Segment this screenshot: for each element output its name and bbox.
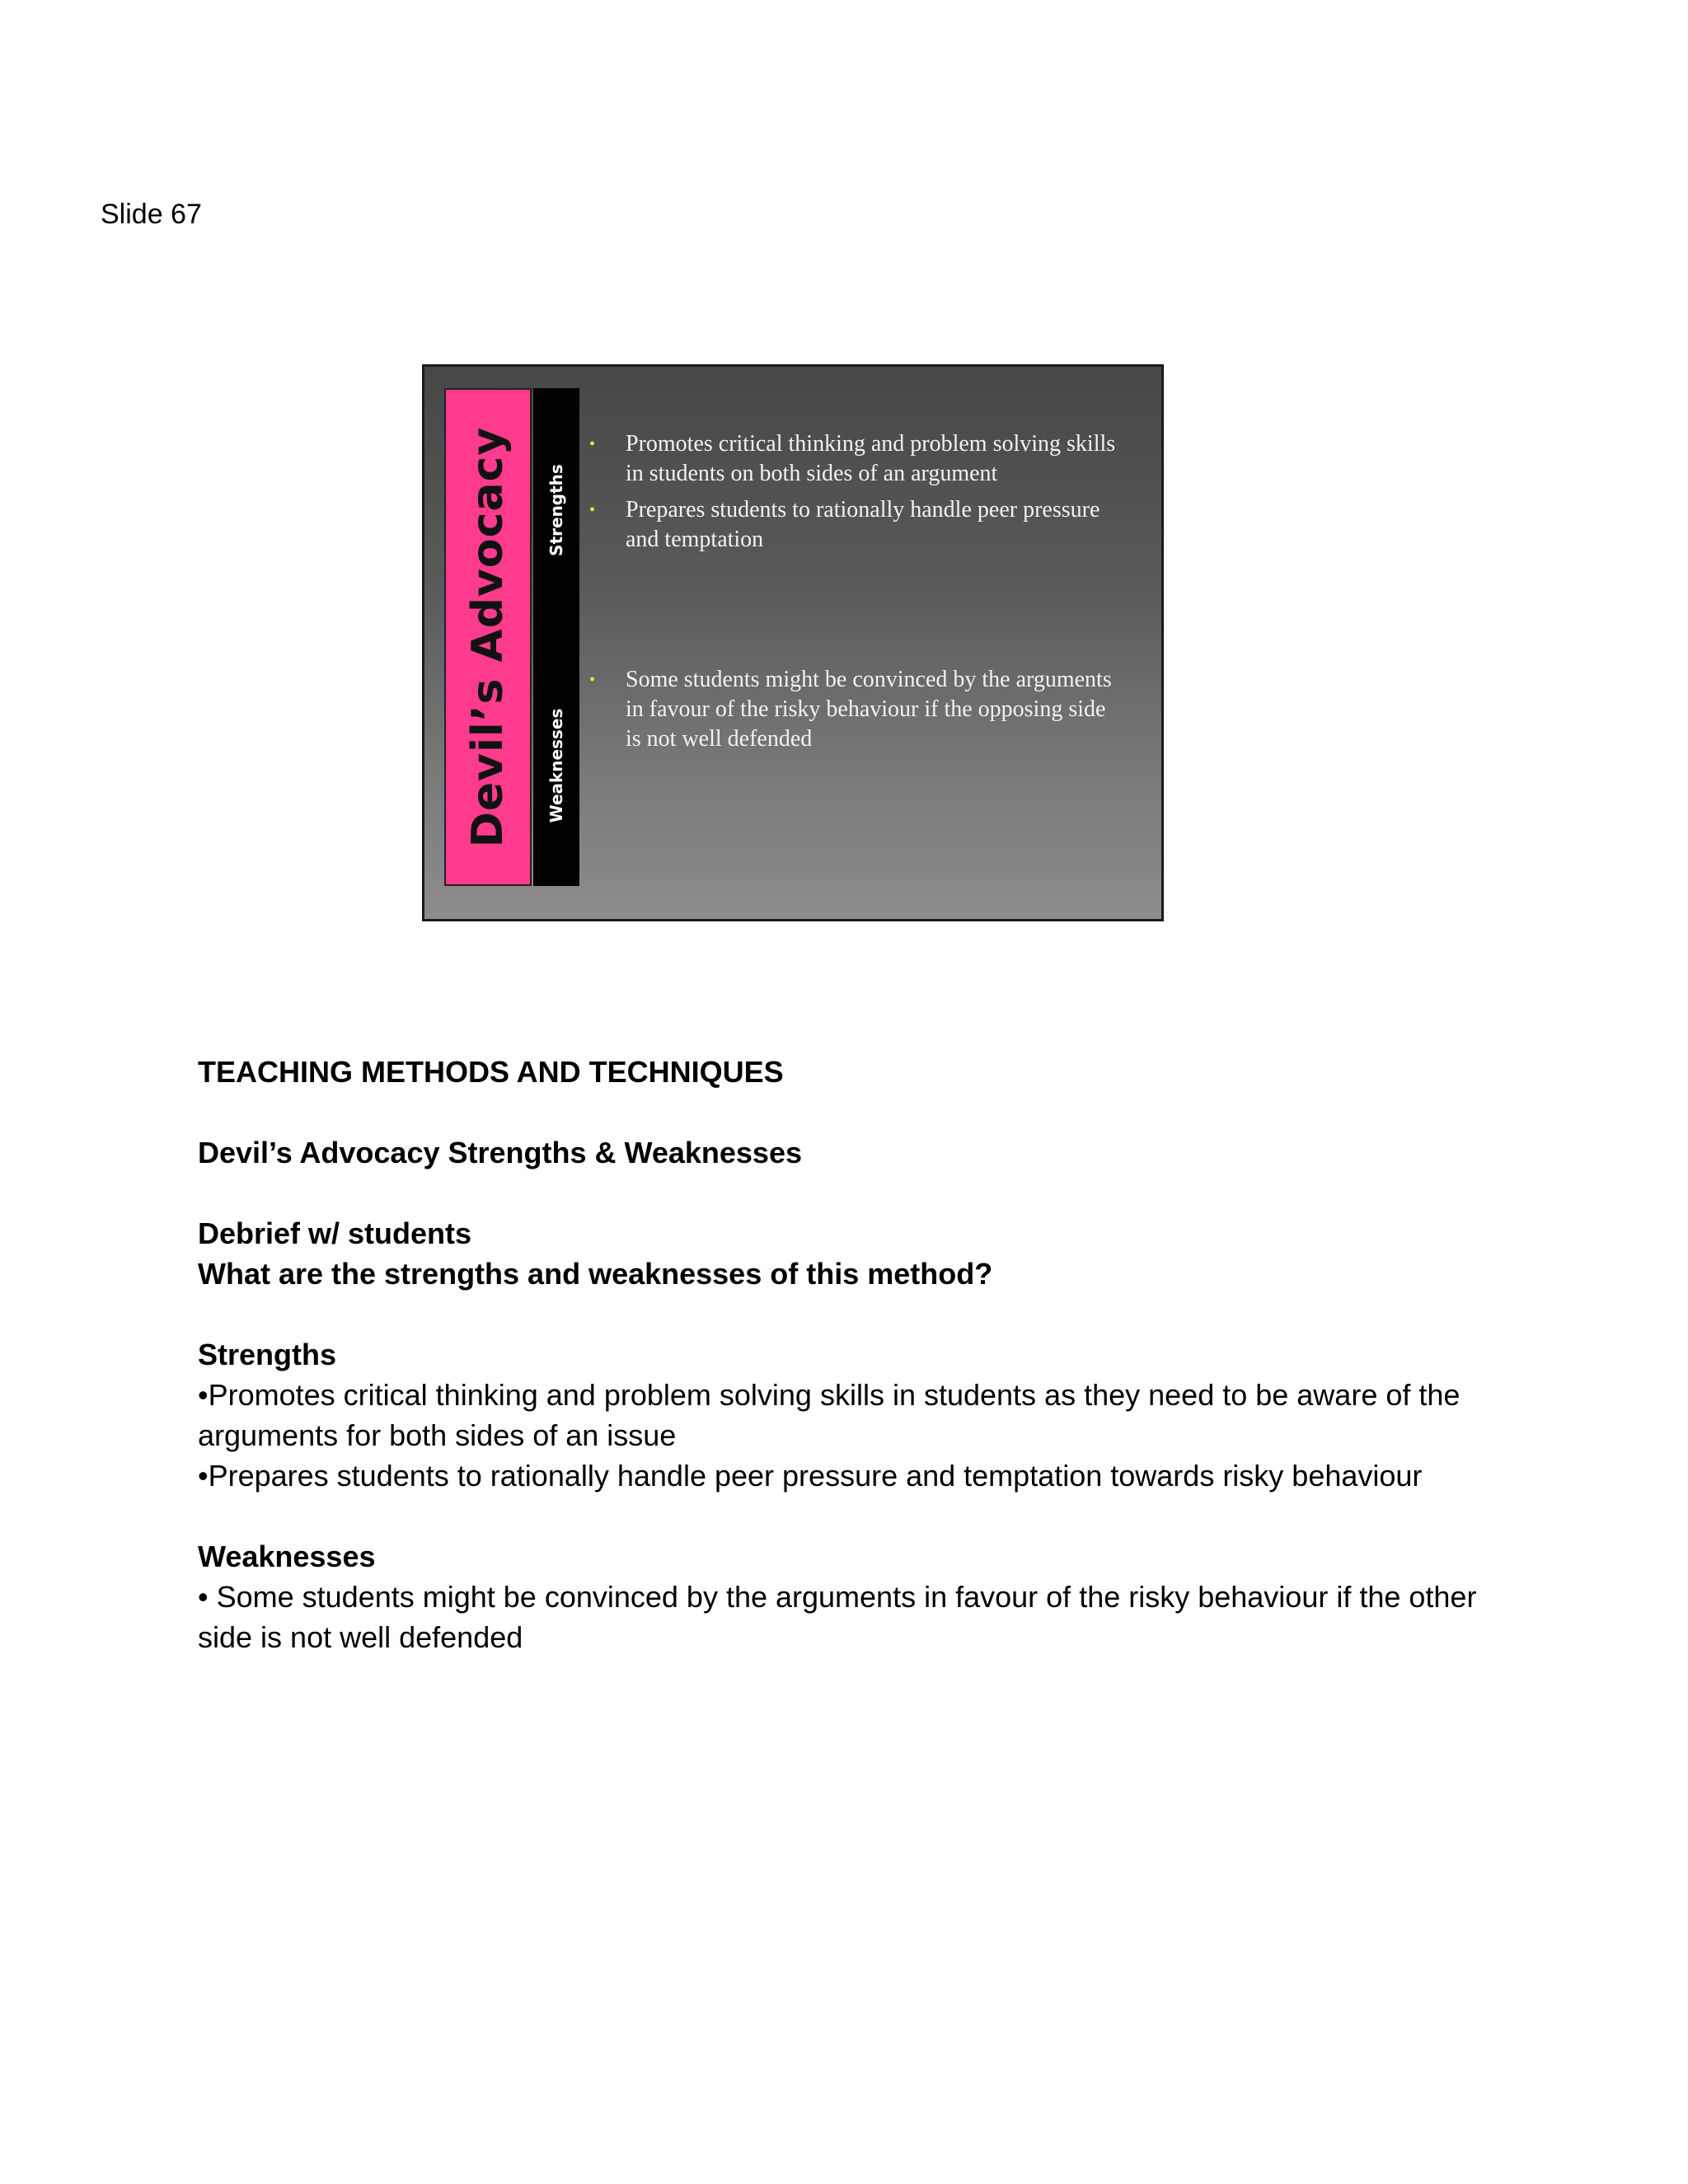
notes-debrief: Debrief w/ students [198,1216,472,1250]
slide-number-label: Slide 67 [101,199,202,230]
slide-strength-text: Prepares students to rationally handle peer pressure and temptation [626,497,1100,552]
notes-strength-item: •Promotes critical thinking and problem solving skills in students as they need to be aware of the arguments for both sides of an issue [198,1378,1461,1452]
bullet-icon: • [589,501,596,519]
bullet-icon: • [589,671,596,689]
notes-heading: TEACHING METHODS AND TECHNIQUES [198,1055,784,1089]
slide-strengths-list [589,429,1117,561]
notes-question: What are the strengths and weaknesses of this method? [198,1257,993,1291]
slide-title-bar [444,388,532,886]
notes-subheading: Devil’s Advocacy Strengths & Weaknesses [198,1136,802,1169]
notes-weaknesses-heading: Weaknesses [198,1540,376,1573]
slide-weakness-text: Some students might be convinced by the arguments in favour of the risky behaviour if the opposing side is not well defended [626,667,1112,752]
slide-section-bar [533,388,579,886]
speaker-notes [198,1052,1484,1657]
notes-strength-item: •Prepares students to rationally handle peer pressure and temptation towards risky behaviour [198,1459,1423,1493]
slide-weaknesses-label: Weaknesses [546,708,566,823]
slide-strength-text: Promotes critical thinking and problem solving skills in students on both sides of an argument [626,431,1116,486]
notes-weakness-item: • Some students might be convinced by the arguments in favour of the risky behaviour if the other side is not well defended [198,1580,1477,1654]
slide-weakness-item [589,665,1117,754]
slide-strength-item [589,495,1117,555]
notes-strengths-heading: Strengths [198,1338,337,1371]
bullet-icon: • [589,435,596,453]
slide-weaknesses-list [589,665,1117,761]
slide-strength-item [589,429,1117,489]
slide-thumbnail [422,364,1164,921]
slide-title: Devil’s Advocacy [463,426,513,848]
slide-strengths-label: Strengths [546,464,566,556]
